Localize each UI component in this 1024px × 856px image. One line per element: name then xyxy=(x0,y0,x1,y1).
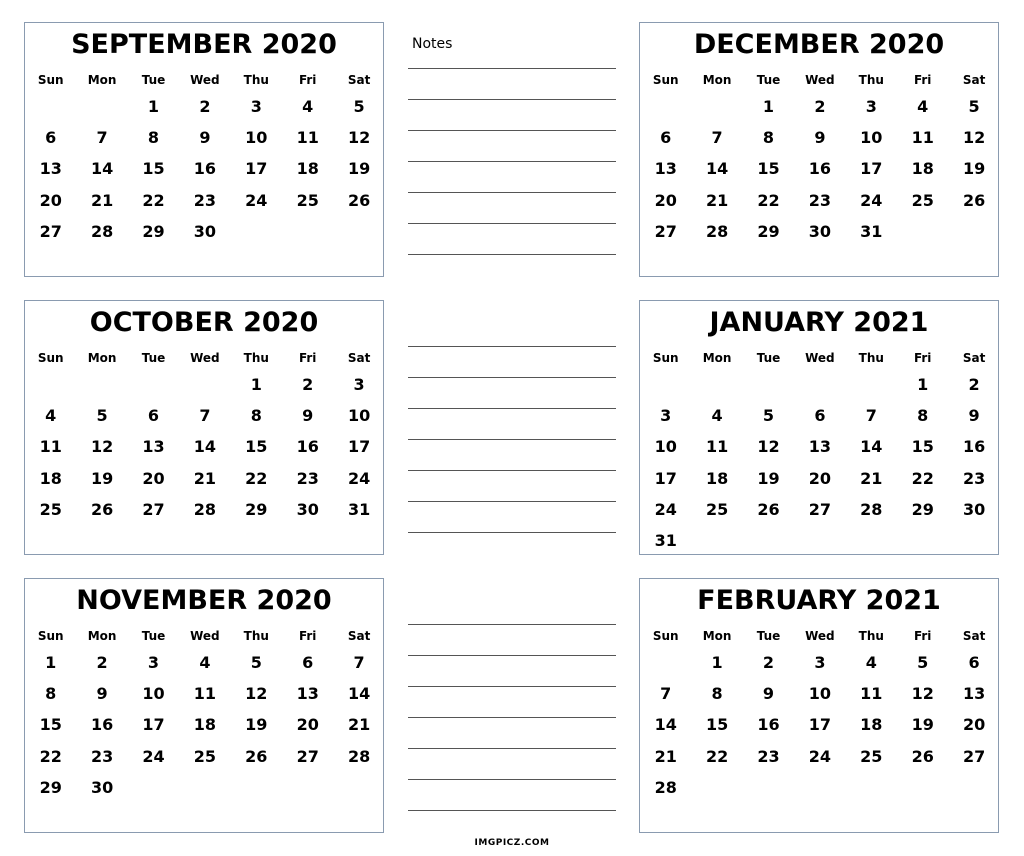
day-cell: 29 xyxy=(911,499,934,519)
day-cell: 16 xyxy=(193,159,217,179)
day-cell: 27 xyxy=(142,499,165,519)
day-cell: 20 xyxy=(808,468,832,488)
weekday-label: Thu xyxy=(858,73,884,87)
day-cell: 19 xyxy=(245,715,268,735)
weekday-label: Thu xyxy=(243,351,269,365)
month-september-2020 xyxy=(24,22,384,277)
day-cell: 19 xyxy=(757,468,780,488)
day-cell: 18 xyxy=(860,715,883,735)
day-cell: 20 xyxy=(39,190,62,210)
day-cell: 9 xyxy=(814,128,826,148)
weekday-label: Wed xyxy=(190,629,220,643)
day-cell: 9 xyxy=(199,128,211,148)
day-cell: 25 xyxy=(860,746,883,766)
day-cell: 29 xyxy=(39,777,62,797)
day-cell: 7 xyxy=(711,128,723,148)
day-cell: 30 xyxy=(962,499,986,519)
day-cell: 26 xyxy=(90,499,114,519)
weekday-label: Sat xyxy=(962,351,986,365)
day-cell: 10 xyxy=(654,437,677,457)
day-cell: 11 xyxy=(193,684,217,704)
day-cell: 5 xyxy=(250,653,262,672)
month-title: FEBRUARY 2021 xyxy=(697,585,941,616)
note-line xyxy=(408,99,616,100)
day-cell: 23 xyxy=(808,190,832,210)
note-line xyxy=(408,223,616,224)
day-cell: 3 xyxy=(865,97,877,116)
day-cell: 11 xyxy=(705,437,729,457)
day-cell: 12 xyxy=(90,437,114,457)
day-cell: 2 xyxy=(814,97,826,116)
day-cell: 14 xyxy=(705,159,729,179)
weekday-label: Sat xyxy=(962,629,986,643)
day-cell: 1 xyxy=(147,97,160,116)
note-line xyxy=(408,470,616,471)
day-cell: 25 xyxy=(705,499,729,519)
day-cell: 10 xyxy=(347,406,371,426)
day-cell: 18 xyxy=(705,468,729,488)
day-cell: 6 xyxy=(660,128,672,148)
day-cell: 30 xyxy=(90,777,114,797)
day-cell: 21 xyxy=(654,746,677,766)
day-cell: 4 xyxy=(917,97,929,116)
day-cell: 5 xyxy=(353,97,365,116)
day-cell: 22 xyxy=(705,746,729,766)
day-cell: 21 xyxy=(705,190,729,210)
day-cell: 13 xyxy=(808,437,832,457)
day-cell: 16 xyxy=(757,715,780,735)
day-cell: 13 xyxy=(654,159,677,179)
note-line xyxy=(408,779,616,780)
day-cell: 28 xyxy=(860,499,883,519)
day-cell: 21 xyxy=(193,468,217,488)
day-cell: 10 xyxy=(808,684,832,704)
month-february-2021 xyxy=(639,578,999,833)
weekday-label: Thu xyxy=(243,73,269,87)
day-cell: 22 xyxy=(245,468,268,488)
day-cell: 16 xyxy=(90,715,114,735)
day-cell: 19 xyxy=(962,159,986,179)
day-cell: 24 xyxy=(142,746,165,766)
notes-title: Notes xyxy=(412,36,453,52)
day-cell: 6 xyxy=(968,653,980,672)
day-cell: 23 xyxy=(90,746,114,766)
weekday-label: Mon xyxy=(87,351,117,365)
day-cell: 11 xyxy=(911,128,934,148)
day-cell: 27 xyxy=(654,221,677,241)
day-cell: 28 xyxy=(705,221,729,241)
note-line xyxy=(408,254,616,255)
weekday-label: Fri xyxy=(298,351,317,365)
day-cell: 3 xyxy=(660,406,672,426)
day-cell: 8 xyxy=(711,684,723,704)
day-cell: 17 xyxy=(142,715,165,735)
day-cell: 18 xyxy=(296,159,319,179)
day-cell: 23 xyxy=(962,468,986,488)
weekday-header xyxy=(640,73,998,89)
day-cell: 18 xyxy=(39,468,62,488)
day-cell: 20 xyxy=(142,468,165,488)
day-cell: 31 xyxy=(654,531,677,550)
note-line xyxy=(408,748,616,749)
day-cell: 17 xyxy=(654,468,677,488)
weekday-label: Sun xyxy=(652,351,679,365)
month-title: OCTOBER 2020 xyxy=(89,307,319,338)
weekday-label: Mon xyxy=(702,73,732,87)
note-line xyxy=(408,408,616,409)
day-cell: 27 xyxy=(808,499,832,519)
weekday-label: Wed xyxy=(805,73,835,87)
day-cell: 13 xyxy=(962,684,986,704)
day-cell: 26 xyxy=(911,746,934,766)
weekday-label: Sat xyxy=(347,73,371,87)
month-title: SEPTEMBER 2020 xyxy=(71,29,337,60)
weekday-header xyxy=(640,351,998,367)
day-cell: 2 xyxy=(302,375,314,394)
weekday-label: Mon xyxy=(702,351,732,365)
day-cell: 13 xyxy=(39,159,62,179)
day-cell: 15 xyxy=(911,437,934,457)
day-cell: 1 xyxy=(250,375,262,394)
day-cell: 27 xyxy=(962,746,986,766)
day-cell: 9 xyxy=(968,406,980,426)
weekday-label: Sun xyxy=(652,629,679,643)
day-cell: 26 xyxy=(962,190,986,210)
day-cell: 16 xyxy=(296,437,319,457)
day-cell: 24 xyxy=(808,746,832,766)
day-cell: 25 xyxy=(911,190,934,210)
day-cell: 9 xyxy=(96,684,108,704)
day-cell: 6 xyxy=(147,406,160,426)
note-line xyxy=(408,686,616,687)
weekday-label: Tue xyxy=(141,73,166,87)
weekday-label: Fri xyxy=(913,73,932,87)
note-line xyxy=(408,717,616,718)
weekday-label: Tue xyxy=(756,73,781,87)
day-cell: 8 xyxy=(45,684,57,704)
note-line xyxy=(408,192,616,193)
day-cell: 4 xyxy=(302,97,314,116)
day-cell: 15 xyxy=(757,159,780,179)
weekday-header xyxy=(25,351,383,367)
note-line xyxy=(408,810,616,811)
day-cell: 10 xyxy=(142,684,165,704)
note-line xyxy=(408,161,616,162)
day-cell: 29 xyxy=(142,221,165,241)
day-cell: 30 xyxy=(296,499,319,519)
day-cell: 16 xyxy=(808,159,832,179)
day-cell: 28 xyxy=(654,777,677,797)
day-cell: 3 xyxy=(147,653,160,672)
day-cell: 5 xyxy=(96,406,108,426)
day-cell: 12 xyxy=(757,437,780,457)
month-december-2020 xyxy=(639,22,999,277)
day-cell: 5 xyxy=(762,406,775,426)
weekday-label: Sat xyxy=(347,351,371,365)
day-cell: 27 xyxy=(39,221,62,241)
day-cell: 8 xyxy=(917,406,929,426)
day-cell: 12 xyxy=(911,684,934,704)
weekday-label: Tue xyxy=(141,351,166,365)
day-cell: 5 xyxy=(917,653,929,672)
day-cell: 22 xyxy=(142,190,165,210)
day-cell: 31 xyxy=(860,221,883,241)
note-line xyxy=(408,532,616,533)
weekday-label: Wed xyxy=(805,629,835,643)
day-cell: 17 xyxy=(347,437,371,457)
day-cell: 4 xyxy=(865,653,877,672)
day-cell: 6 xyxy=(814,406,826,426)
note-line xyxy=(408,501,616,502)
day-cell: 14 xyxy=(193,437,217,457)
day-cell: 1 xyxy=(45,653,57,672)
weekday-label: Thu xyxy=(243,629,269,643)
day-cell: 7 xyxy=(96,128,108,148)
day-cell: 19 xyxy=(90,468,114,488)
day-cell: 7 xyxy=(660,684,672,704)
day-cell: 6 xyxy=(302,653,314,672)
day-cell: 17 xyxy=(808,715,832,735)
day-cell: 28 xyxy=(347,746,371,766)
day-cell: 14 xyxy=(347,684,371,704)
notes-section xyxy=(408,30,616,810)
note-line xyxy=(408,68,616,69)
weekday-label: Sat xyxy=(962,73,986,87)
month-title: NOVEMBER 2020 xyxy=(76,585,332,616)
day-cell: 3 xyxy=(814,653,826,672)
day-cell: 23 xyxy=(296,468,319,488)
note-line xyxy=(408,377,616,378)
weekday-label: Sun xyxy=(37,629,64,643)
day-cell: 24 xyxy=(860,190,883,210)
weekday-label: Tue xyxy=(141,629,166,643)
day-cell: 20 xyxy=(654,190,677,210)
weekday-label: Fri xyxy=(913,629,932,643)
weekday-header xyxy=(25,629,383,645)
day-cell: 14 xyxy=(654,715,677,735)
day-cell: 4 xyxy=(45,406,57,426)
weekday-label: Sat xyxy=(347,629,371,643)
weekday-header xyxy=(25,73,383,89)
weekday-header xyxy=(640,629,998,645)
weekday-label: Sun xyxy=(37,73,64,87)
day-cell: 24 xyxy=(347,468,371,488)
day-cell: 26 xyxy=(757,499,780,519)
day-cell: 14 xyxy=(90,159,114,179)
month-title: DECEMBER 2020 xyxy=(693,29,945,60)
day-cell: 28 xyxy=(193,499,217,519)
day-cell: 6 xyxy=(45,128,57,148)
day-cell: 5 xyxy=(968,97,980,116)
day-cell: 15 xyxy=(245,437,268,457)
day-cell: 29 xyxy=(757,221,780,241)
day-cell: 8 xyxy=(147,128,160,148)
note-line xyxy=(408,130,616,131)
month-title: JANUARY 2021 xyxy=(709,307,929,338)
day-cell: 3 xyxy=(353,375,365,394)
day-cell: 11 xyxy=(296,128,319,148)
day-cell: 2 xyxy=(968,375,980,394)
day-cell: 22 xyxy=(39,746,62,766)
day-cell: 12 xyxy=(962,128,986,148)
day-cell: 29 xyxy=(245,499,268,519)
day-cell: 11 xyxy=(860,684,883,704)
note-line xyxy=(408,439,616,440)
weekday-label: Tue xyxy=(756,629,781,643)
weekday-label: Thu xyxy=(858,629,884,643)
weekday-label: Tue xyxy=(756,351,781,365)
day-cell: 4 xyxy=(711,406,723,426)
footer-watermark: IMGPICZ.COM xyxy=(474,838,550,848)
day-cell: 1 xyxy=(762,97,775,116)
day-cell: 12 xyxy=(347,128,371,148)
day-cell: 1 xyxy=(917,375,929,394)
day-cell: 15 xyxy=(705,715,729,735)
note-line xyxy=(408,346,616,347)
day-cell: 14 xyxy=(860,437,883,457)
day-cell: 10 xyxy=(860,128,883,148)
weekday-label: Mon xyxy=(702,629,732,643)
day-cell: 19 xyxy=(347,159,371,179)
day-cell: 20 xyxy=(296,715,319,735)
day-cell: 30 xyxy=(193,221,217,241)
day-cell: 9 xyxy=(762,684,775,704)
weekday-label: Wed xyxy=(190,351,220,365)
weekday-label: Fri xyxy=(298,629,317,643)
day-cell: 24 xyxy=(654,499,677,519)
day-cell: 13 xyxy=(296,684,319,704)
day-cell: 9 xyxy=(302,406,314,426)
day-cell: 25 xyxy=(193,746,217,766)
day-cell: 21 xyxy=(860,468,883,488)
day-cell: 26 xyxy=(245,746,268,766)
day-cell: 3 xyxy=(250,97,262,116)
weekday-label: Mon xyxy=(87,73,117,87)
weekday-label: Sun xyxy=(652,73,679,87)
day-cell: 17 xyxy=(860,159,883,179)
weekday-label: Fri xyxy=(913,351,932,365)
day-cell: 1 xyxy=(711,653,723,672)
day-cell: 24 xyxy=(245,190,268,210)
month-november-2020 xyxy=(24,578,384,833)
day-cell: 27 xyxy=(296,746,319,766)
day-cell: 22 xyxy=(757,190,780,210)
day-cell: 10 xyxy=(245,128,268,148)
day-cell: 7 xyxy=(199,406,211,426)
day-cell: 7 xyxy=(865,406,877,426)
day-cell: 31 xyxy=(347,499,371,519)
note-line xyxy=(408,624,616,625)
day-cell: 19 xyxy=(911,715,934,735)
day-cell: 2 xyxy=(96,653,108,672)
day-cell: 21 xyxy=(90,190,114,210)
day-cell: 2 xyxy=(199,97,211,116)
day-cell: 23 xyxy=(193,190,217,210)
day-cell: 25 xyxy=(39,499,62,519)
day-cell: 12 xyxy=(245,684,268,704)
day-cell: 17 xyxy=(245,159,268,179)
day-cell: 23 xyxy=(757,746,780,766)
month-october-2020 xyxy=(24,300,384,555)
day-cell: 13 xyxy=(142,437,165,457)
weekday-label: Mon xyxy=(87,629,117,643)
day-cell: 15 xyxy=(39,715,62,735)
day-cell: 30 xyxy=(808,221,832,241)
weekday-label: Fri xyxy=(298,73,317,87)
weekday-label: Sun xyxy=(37,351,64,365)
day-cell: 18 xyxy=(193,715,217,735)
day-cell: 26 xyxy=(347,190,371,210)
note-line xyxy=(408,655,616,656)
day-cell: 8 xyxy=(250,406,262,426)
month-january-2021 xyxy=(639,300,999,555)
weekday-label: Thu xyxy=(858,351,884,365)
weekday-label: Wed xyxy=(805,351,835,365)
day-cell: 2 xyxy=(762,653,775,672)
day-cell: 15 xyxy=(142,159,165,179)
day-cell: 8 xyxy=(762,128,775,148)
day-cell: 21 xyxy=(347,715,371,735)
day-cell: 22 xyxy=(911,468,934,488)
day-cell: 7 xyxy=(353,653,365,672)
day-cell: 16 xyxy=(962,437,986,457)
day-cell: 18 xyxy=(911,159,934,179)
day-cell: 11 xyxy=(39,437,62,457)
weekday-label: Wed xyxy=(190,73,220,87)
day-cell: 28 xyxy=(90,221,114,241)
day-cell: 20 xyxy=(962,715,986,735)
day-cell: 25 xyxy=(296,190,319,210)
day-cell: 4 xyxy=(199,653,211,672)
